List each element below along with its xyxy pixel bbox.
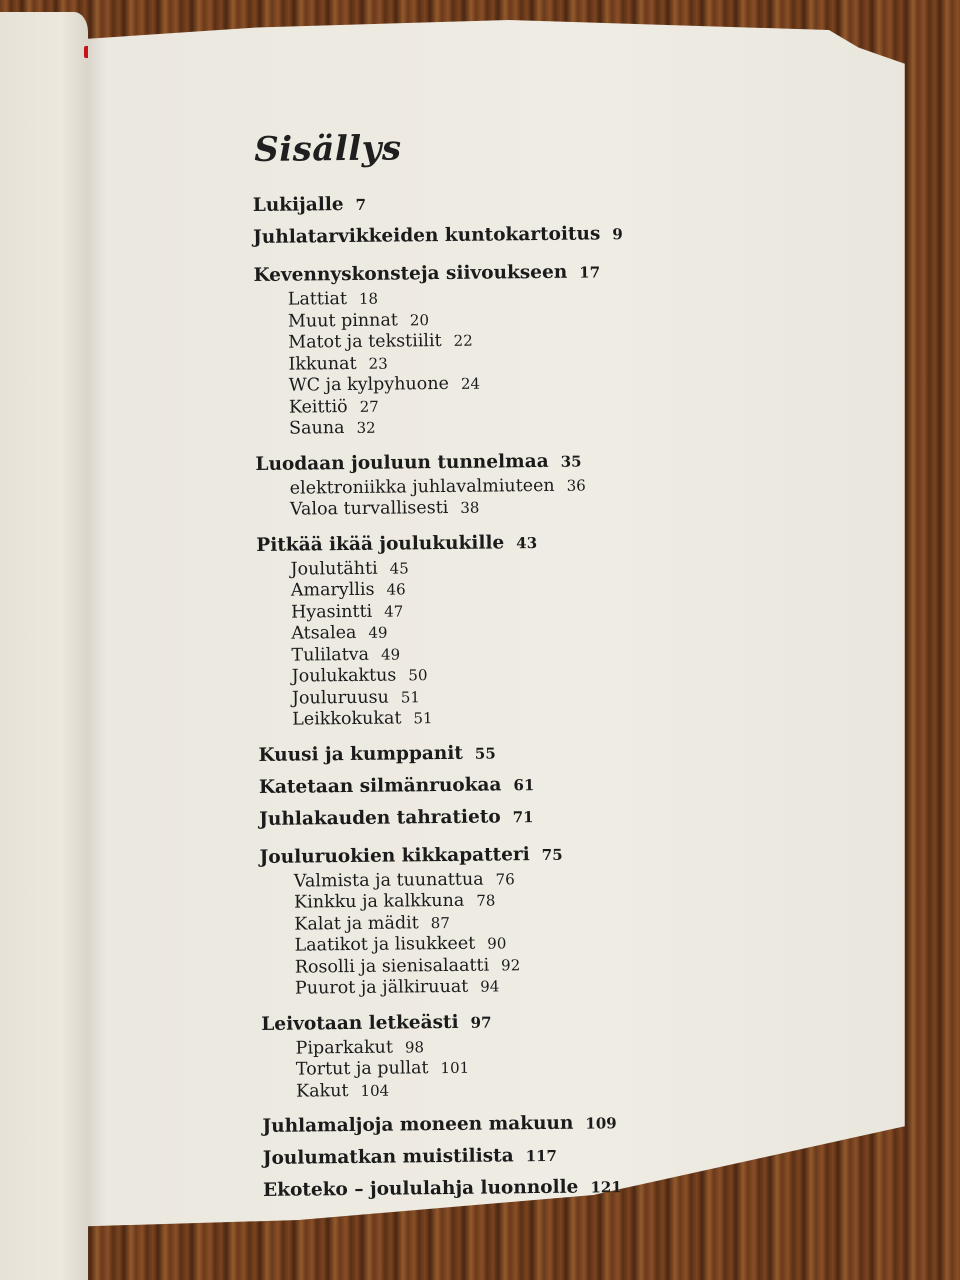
chapter-title: Luodaan jouluun tunnelmaa bbox=[255, 450, 549, 475]
toc-chapter bbox=[258, 736, 818, 770]
section-page-number: 24 bbox=[460, 374, 481, 393]
chapter-title: Pitkää ikää joulukukille bbox=[256, 531, 505, 556]
toc-section-entry bbox=[255, 413, 815, 440]
section-title: Laatikot ja lisukkeet bbox=[294, 933, 476, 956]
toc-chapter-entry bbox=[258, 736, 818, 770]
toc-chapter-entry bbox=[262, 1107, 822, 1141]
toc-chapter bbox=[263, 1171, 823, 1205]
section-page-number: 36 bbox=[566, 476, 586, 495]
toc-section-entry bbox=[258, 704, 818, 731]
chapter-title: Ekoteko – joululahja luonnolle bbox=[262, 1176, 579, 1201]
section-title: Joulukaktus bbox=[291, 665, 397, 687]
chapter-page-number: 97 bbox=[470, 1013, 492, 1032]
toc-chapter bbox=[259, 838, 821, 1001]
section-title: Ikkunat bbox=[288, 353, 357, 375]
section-title: Muut pinnat bbox=[287, 309, 398, 332]
section-title: Rosolli ja sienisalaatti bbox=[294, 955, 490, 978]
chapter-page-number: 9 bbox=[612, 225, 623, 244]
section-title: Atsalea bbox=[291, 622, 357, 644]
chapter-page-number: 109 bbox=[585, 1114, 617, 1133]
section-title: Tortut ja pullat bbox=[295, 1058, 429, 1080]
section-page-number: 20 bbox=[409, 310, 430, 329]
toc-section-entry bbox=[256, 494, 816, 521]
section-page-number: 94 bbox=[480, 977, 500, 996]
chapter-title: Juhlakauden tahratieto bbox=[259, 805, 501, 830]
chapter-page-number: 43 bbox=[516, 533, 538, 552]
chapter-page-number: 17 bbox=[579, 263, 601, 282]
section-title: WC ja kylpyhuone bbox=[288, 373, 450, 396]
section-title: Valoa turvallisesti bbox=[289, 497, 449, 520]
section-page-number: 101 bbox=[440, 1058, 470, 1078]
section-page-number: 18 bbox=[358, 289, 379, 308]
chapter-title: Kuusi ja kumppanit bbox=[258, 742, 463, 766]
chapter-page-number: 61 bbox=[513, 775, 535, 794]
toc-chapter-entry bbox=[259, 768, 819, 802]
section-title: Leikkokukat bbox=[292, 708, 402, 730]
section-title: Valmista ja tuunattua bbox=[293, 869, 484, 892]
section-page-number: 104 bbox=[360, 1081, 390, 1100]
toc-chapter-entry bbox=[253, 218, 813, 252]
section-page-number: 87 bbox=[430, 913, 450, 932]
section-page-number: 45 bbox=[389, 558, 409, 578]
section-page-number: 76 bbox=[495, 869, 515, 888]
section-title: Joulutähti bbox=[290, 558, 378, 580]
toc-chapter bbox=[259, 800, 819, 834]
chapter-title: Kevennyskonsteja siivoukseen bbox=[253, 261, 568, 286]
toc-chapter bbox=[259, 768, 819, 802]
chapter-title: Leivotaan letkeästi bbox=[261, 1011, 459, 1035]
toc-chapter-entry bbox=[263, 1171, 823, 1205]
toc-chapter bbox=[263, 1139, 823, 1173]
section-title: Kalat ja mädit bbox=[294, 912, 419, 935]
left-page bbox=[0, 12, 88, 1280]
section-title: Tulilatva bbox=[291, 644, 370, 666]
toc-section-entry bbox=[262, 1076, 822, 1103]
toc-chapter bbox=[253, 256, 815, 440]
chapter-page-number: 71 bbox=[512, 807, 534, 826]
section-title: Jouluruusu bbox=[291, 687, 389, 709]
section-page-number: 47 bbox=[384, 601, 404, 621]
section-page-number: 51 bbox=[413, 709, 433, 728]
chapter-title: Juhlamaljoja moneen makuun bbox=[262, 1112, 574, 1137]
toc-chapter bbox=[253, 186, 813, 220]
toc-chapter-entry bbox=[263, 1139, 823, 1173]
toc-chapter-entry bbox=[253, 186, 813, 220]
toc-chapter-entry bbox=[259, 800, 819, 834]
section-page-number: 51 bbox=[400, 687, 420, 706]
section-page-number: 98 bbox=[404, 1037, 425, 1056]
chapter-title: Jouluruokien kikkapatteri bbox=[259, 843, 530, 868]
toc-title: Sisällys bbox=[253, 128, 402, 170]
chapter-page-number: 7 bbox=[355, 195, 367, 214]
toc-chapter bbox=[255, 445, 816, 522]
chapter-title: Juhlatarvikkeiden kuntokartoitus bbox=[253, 223, 601, 248]
chapter-page-number: 35 bbox=[560, 452, 582, 471]
section-title: Kinkku ja kalkkuna bbox=[293, 890, 465, 913]
section-page-number: 32 bbox=[356, 418, 376, 437]
toc-chapter bbox=[261, 1005, 822, 1103]
toc-chapter bbox=[256, 526, 818, 732]
section-page-number: 49 bbox=[368, 623, 388, 642]
section-page-number: 90 bbox=[487, 934, 507, 953]
section-page-number: 92 bbox=[501, 955, 521, 974]
toc-section-entry bbox=[261, 973, 821, 1000]
chapter-title: Lukijalle bbox=[252, 194, 344, 216]
chapter-title: Joulumatkan muistilista bbox=[262, 1145, 514, 1169]
section-page-number: 49 bbox=[380, 644, 401, 664]
chapter-page-number: 55 bbox=[474, 743, 496, 763]
chapter-title: Katetaan silmänruokaa bbox=[258, 773, 502, 798]
section-page-number: 46 bbox=[386, 580, 406, 599]
section-title: Amaryllis bbox=[290, 579, 375, 601]
chapter-page-number: 75 bbox=[541, 845, 563, 864]
toc-list bbox=[253, 186, 824, 1205]
section-title: Keittiö bbox=[288, 396, 348, 418]
toc-chapter bbox=[253, 218, 813, 252]
chapter-page-number: 117 bbox=[525, 1146, 558, 1166]
section-page-number: 23 bbox=[368, 354, 388, 373]
table-of-contents bbox=[252, 124, 823, 1209]
section-title: Sauna bbox=[289, 418, 345, 439]
section-page-number: 38 bbox=[460, 498, 480, 517]
section-title: Kakut bbox=[295, 1080, 349, 1102]
section-page-number: 27 bbox=[359, 397, 379, 416]
section-title: elektroniikka juhlavalmiuteen bbox=[289, 475, 555, 499]
section-title: Piparkakut bbox=[295, 1037, 394, 1059]
section-page-number: 22 bbox=[453, 331, 473, 350]
section-title: Hyasintti bbox=[290, 601, 373, 623]
section-page-number: 50 bbox=[408, 666, 428, 685]
section-title: Lattiat bbox=[287, 289, 348, 310]
section-title: Puurot ja jälkiruuat bbox=[294, 976, 469, 999]
toc-chapter bbox=[262, 1107, 822, 1141]
chapter-page-number: 121 bbox=[590, 1178, 622, 1197]
section-page-number: 78 bbox=[476, 891, 496, 910]
section-title: Matot ja tekstiilit bbox=[288, 331, 442, 353]
